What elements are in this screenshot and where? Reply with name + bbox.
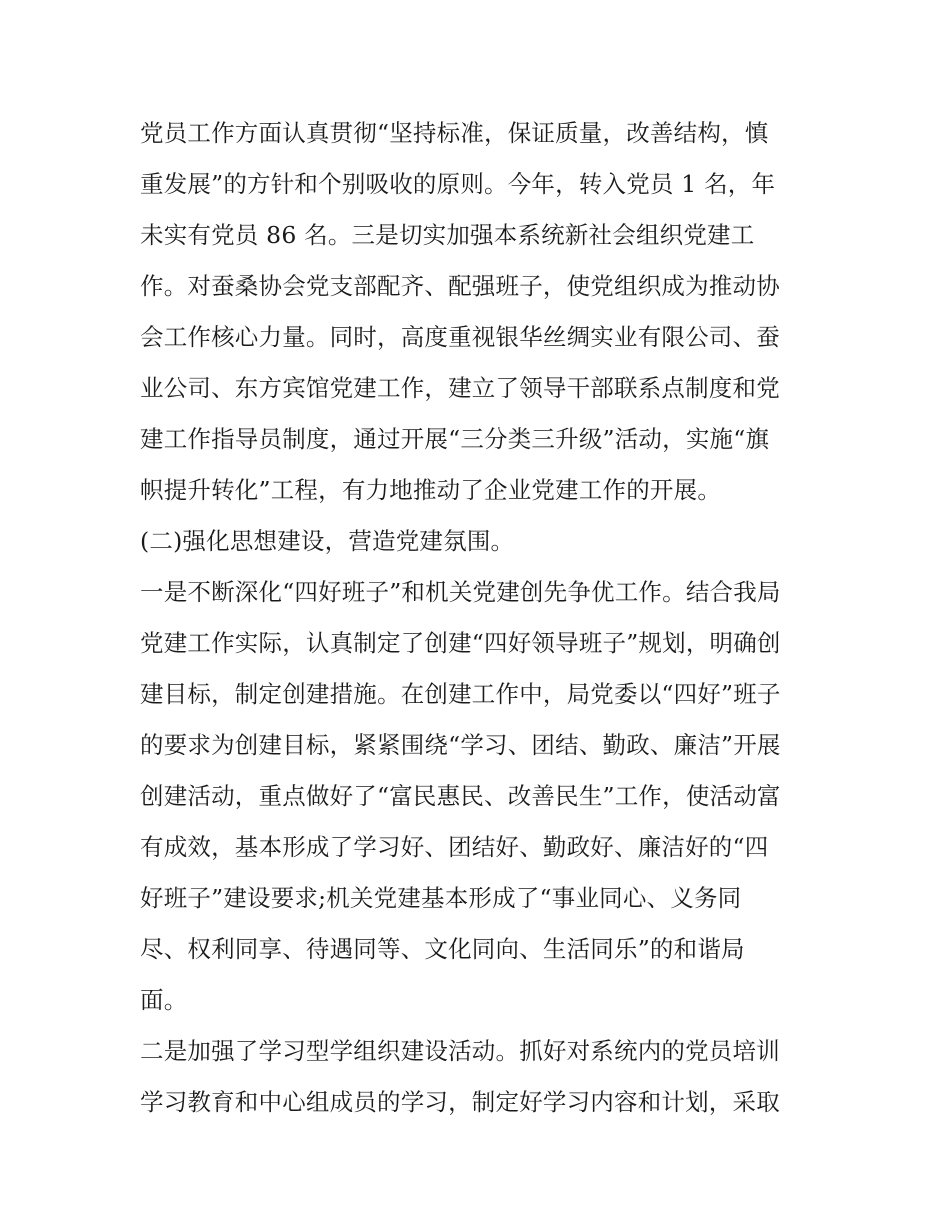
text-line: 一是不断深化“四好班子”和机关党建创先争优工作。结合我局 xyxy=(140,578,781,606)
text-line: 创建活动，重点做好了“富民惠民、改善民生”工作，使活动富 xyxy=(140,782,781,810)
text-line: 作。对蚕桑协会党支部配齐、配强班子，使党组织成为推动协 xyxy=(140,272,780,300)
text-line: 重发展”的方针和个别吸收的原则。今年，转入党员 1 名，年 xyxy=(140,170,776,198)
text-line: 建目标，制定创建措施。在创建工作中，局党委以“四好”班子 xyxy=(140,680,781,708)
text-line: 有成效，基本形成了学习好、团结好、勤政好、廉洁好的“四 xyxy=(140,833,769,861)
text-line: 好班子”建设要求;机关党建基本形成了“事业同心、义务同 xyxy=(140,884,742,912)
text-line: 帜提升转化”工程，有力地推动了企业党建工作的开展。 xyxy=(140,476,722,504)
text-line: 二是加强了学习型学组织建设活动。抓好对系统内的党员培训 xyxy=(140,1037,780,1065)
section-heading: (二)强化思想建设，营造党建氛围。 xyxy=(140,527,515,555)
text-line: 业公司、东方宾馆党建工作，建立了领导干部联系点制度和党 xyxy=(140,374,780,402)
document-body xyxy=(140,108,820,1128)
text-line: 的要求为创建目标，紧紧围绕“学习、团结、勤政、廉洁”开展 xyxy=(140,731,781,759)
text-line: 会工作核心力量。同时，高度重视银华丝绸实业有限公司、蚕 xyxy=(140,323,780,351)
text-line: 未实有党员 86 名。三是切实加强本系统新社会组织党建工 xyxy=(140,221,755,249)
text-line: 尽、权利同享、待遇同等、文化同向、生活同乐”的和谐局 xyxy=(140,935,745,963)
text-line: 学习教育和中心组成员的学习，制定好学习内容和计划，采取 xyxy=(140,1088,780,1116)
text-line: 面。 xyxy=(140,986,188,1014)
text-line: 建工作指导员制度，通过开展“三分类三升级”活动，实施“旗 xyxy=(140,425,770,453)
text-line: 党员工作方面认真贯彻“坚持标准，保证质量，改善结构，慎 xyxy=(140,119,769,147)
text-line: 党建工作实际，认真制定了创建“四好领导班子”规划，明确创 xyxy=(140,629,781,657)
